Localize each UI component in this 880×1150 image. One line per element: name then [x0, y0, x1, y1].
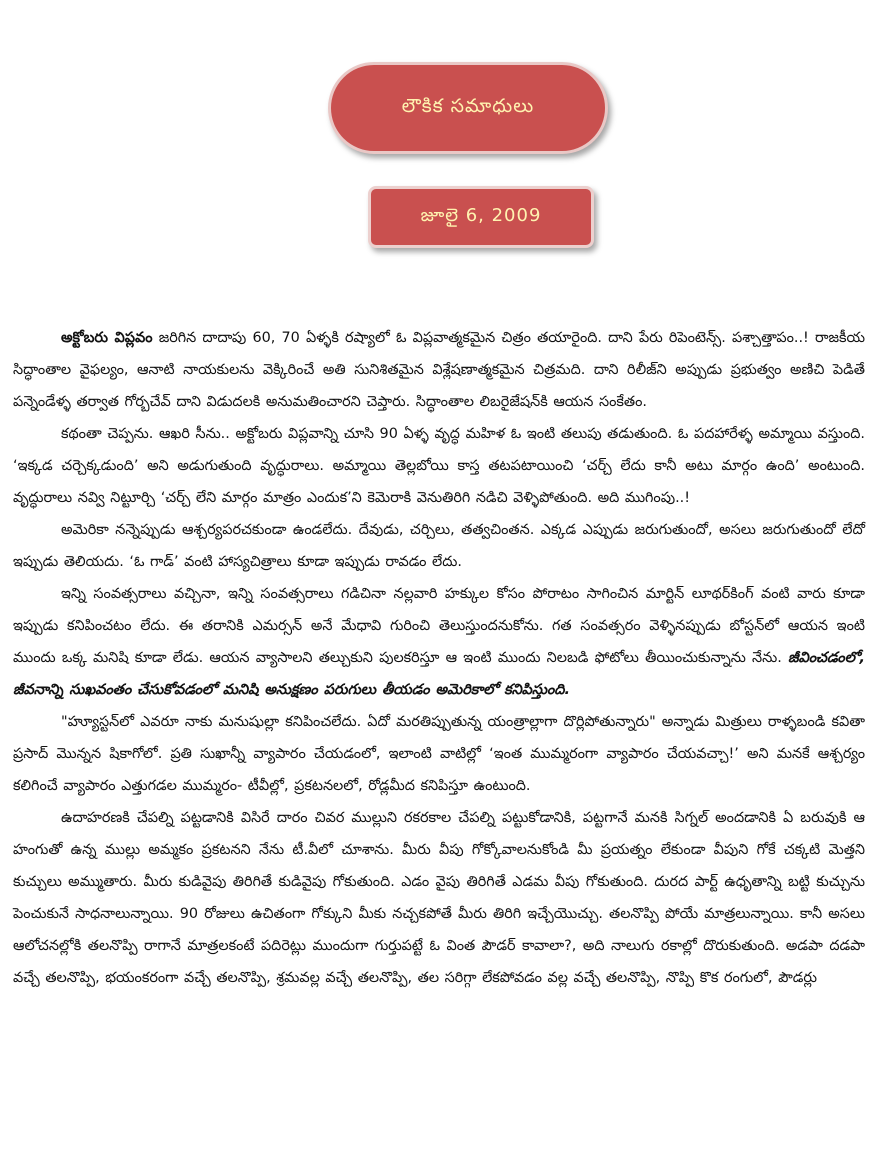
- paragraph-3: అమెరికా నన్నెప్పుడు ఆశ్చర్యపరచకుండా ఉండలేదు. దేవుడు, చర్చిలు, తత్వచింతన. ఎక్కడ ఎప్పుడు జరుగుతుందో, అసలు జరుగుతుందో లేదో ఇప్పుడు తెలియదు. ‘ఓ గాడ్’ వంటి హాస్యచిత్రాలు కూడా ఇప్పుడు రావడం లేదు.: [13, 522, 865, 570]
- paragraph-4-text: ఇన్ని సంవత్సరాలు వచ్చినా, ఇన్ని సంవత్సరాలు గడిచినా నల్లవారి హక్కుల కోసం పోరాటం సాగించిన మార్టిన్ లూథర్‌కింగ్ వంటి వారు కూడా ఇప్పుడు కనిపించటం లేదు. ఈ తరానికి ఎమర్సన్ అనే మేధావి గురించి తెలుస్తుందనుకోను. గత సంవత్సరం వెళ్ళినప్పుడు బోస్టన్‌లో ఆయన ఇంటి ముందు ఒక్క మనిషి కూడా లేడు. ఆయన వ్యాసాలని తల్చుకుని పులకరిస్తూ ఆ ఇంటి ముందు నిలబడి ఫోటోలు తీయించుకున్నాను నేను.: [13, 586, 865, 666]
- post-date: జూలై 6, 2009: [420, 204, 542, 226]
- paragraph-2: కథంతా చెప్పను. ఆఖరి సీను.. అక్టోబరు విప్లవాన్ని చూసి 90 ఏళ్ళ వృద్ధ మహిళ ఓ ఇంటి తలుపు తడుతుంది. ఓ పదహారేళ్ళ అమ్మాయి వస్తుంది. ‘ఇక్కడ చర్చెక్కడుంది’ అని అడుగుతుంది వృద్ధురాలు. అమ్మాయి తెల్లబోయి కాస్త తటపటాయించి ‘చర్చ్ లేదు కానీ అటు మార్గం ఉంది’ అంటుంది. వృద్ధురాలు నవ్వి నిట్టూర్చి ‘చర్చ్ లేని మార్గం మాత్రం ఎందుక’ని కెమెరాకి వెనుతిరిగి నడిచి వెళ్ళిపోతుంది. అది ముగింపు..!: [13, 426, 865, 506]
- paragraph-4: [13, 578, 865, 706]
- date-banner: [368, 186, 594, 248]
- paragraph-1: [13, 322, 865, 418]
- paragraph-4-emphasis: జీవించడంలో, జీవనాన్ని సుఖవంతం చేసుకోవడంలో మనిషి అనుక్షణం పరుగులు తీయడం అమెరికాలో కనిపిస్తుంది.: [13, 650, 865, 698]
- paragraph-1-lead: అక్టోబరు విప్లవం: [61, 330, 153, 346]
- page-title: లౌకిక సమాధులు: [401, 94, 535, 117]
- paragraph-1-text: జరిగిన దాదాపు 60, 70 ఏళ్ళకి రష్యాలో ఓ విప్లవాత్మకమైన చిత్రం తయారైంది. దాని పేరు రిపెంటెన్స్. పశ్చాత్తాపం..! రాజకీయ సిద్ధాంతాల వైఫల్యం, ఆనాటి నాయకులను వెక్కిరించే అతి సునిశితమైన విశ్లేషణాత్మకమైన చిత్రమది. దాని రిలీజ్‌ని అప్పుడు ప్రభుత్వం అణిచి పెడితే పన్నెండేళ్ళ తర్వాత గోర్బచేవ్ దాని విడుదలకి అనుమతించారని చెప్తారు. సిద్ధాంతాల లిబరైజేషన్‌కి ఆయన సంకేతం.: [13, 330, 865, 410]
- article-body: [13, 322, 865, 994]
- paragraph-5: "హ్యూస్టన్‌లో ఎవరూ నాకు మనుషుల్లా కనిపించలేదు. ఏదో మరతిప్పుతున్న యంత్రాల్లాగా దొర్లిపోతున్నారు" అన్నాడు మిత్రులు రాళ్ళబండి కవితా ప్రసాద్ మొన్నన షికాగోలో. ప్రతి సుఖాన్నీ వ్యాపారం చేయడంలో, ఇలాంటి వాటిల్లో ‘ఇంత ముమ్మరంగా వ్యాపారం చేయవచ్చా!’ అని మనకే ఆశ్చర్యం కలిగించే వ్యాపారం ఎత్తుగడల ముమ్మరం- టీవీల్లో, ప్రకటనలలో, రోడ్లమీద కనిపిస్తూ ఉంటుంది.: [13, 714, 865, 794]
- paragraph-6: ఉదాహరణకి చేపల్ని పట్టడానికి విసిరే దారం చివర ముల్లుని రకరకాల చేపల్ని పట్టుకోడానికి, పట్టగానే మనకి సిగ్నల్ అందడానికి ఏ బరువుకి ఆ హంగుతో ఉన్న ముల్లు అమ్మకం ప్రకటనని నేను టీ.వీలో చూశాను. మీరు వీపు గోక్కోవాలనుకోండి మీ ప్రయత్నం లేకుండా వీపుని గోకే చక్కటి మెత్తని కుచ్చులు అమ్ముతారు. మీరు కుడివైపు తిరిగితే కుడివైపు గోకుతుంది. ఎడం వైపు తిరిగితే ఎడమ వీపు గోకుతుంది. దురద పార్ట్ ఉధృతాన్ని బట్టి కుచ్చును పెంచుకునే సాధనాలున్నాయి. 90 రోజులు ఉచితంగా గోక్కుని మీకు నచ్చకపోతే మీరు తిరిగి ఇచ్చేయొచ్చు. తలనొప్పి పోయే మాత్రలున్నాయి. కానీ అసలు ఆలోచనల్లోకి తలనొప్పి రాగానే మాత్రలకంటే పదిరెట్లు ముందుగా గుర్తుపట్టే ఓ వింత పౌడర్ కావాలా?, అది నాలుగు రకాల్లో దొరుకుతుంది. అడపా దడపా వచ్చే తలనొప్పి, భయంకరంగా వచ్చే తలనొప్పి, శ్రమవల్ల వచ్చే తలనొప్పి, తల సరిగ్గా లేకపోవడం వల్ల వచ్చే తలనొప్పి, నొప్పి కొక రంగులో, పౌడర్లు: [13, 810, 865, 986]
- title-banner: [328, 62, 608, 154]
